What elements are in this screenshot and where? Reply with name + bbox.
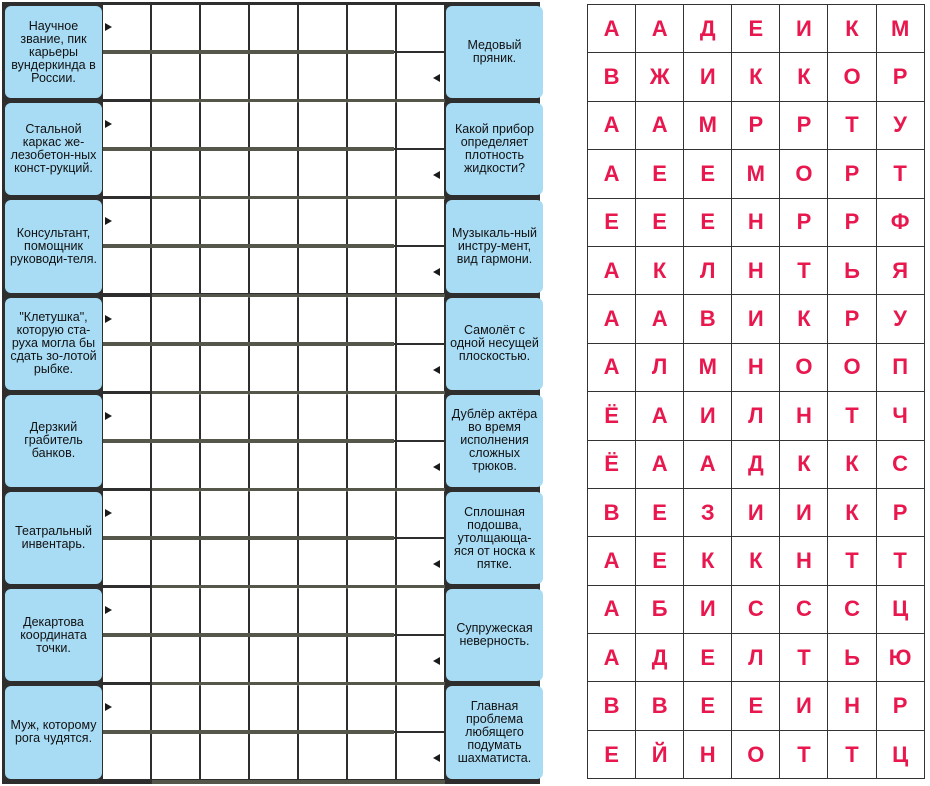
- crossword-cell[interactable]: [201, 5, 248, 51]
- letter-cell[interactable]: М: [732, 150, 780, 198]
- letter-cell[interactable]: О: [828, 343, 876, 391]
- letter-cell[interactable]: Е: [636, 488, 684, 536]
- crossword-cell[interactable]: [348, 150, 395, 196]
- crossword-cell[interactable]: [201, 685, 248, 731]
- word-separator-bar: [103, 50, 394, 54]
- clue-left: Муж, которому рога чудятся.: [5, 686, 102, 778]
- letter-cell[interactable]: У: [876, 295, 924, 343]
- crossword-cell[interactable]: [250, 394, 297, 440]
- arrow-left-icon: [433, 74, 440, 82]
- crossword-cell[interactable]: [250, 53, 297, 99]
- crossword-cell[interactable]: [201, 150, 248, 196]
- crossword-cell[interactable]: [103, 247, 150, 293]
- letter-cell[interactable]: Й: [636, 730, 684, 778]
- crossword-cell[interactable]: [299, 53, 346, 99]
- letter-cell[interactable]: Л: [732, 392, 780, 440]
- arrow-right-icon: [105, 23, 112, 31]
- letter-grid-row: [588, 295, 925, 343]
- crossword-cell[interactable]: [348, 297, 395, 343]
- crossword-cell[interactable]: [348, 588, 395, 634]
- letter-cell[interactable]: А: [636, 295, 684, 343]
- letter-cell[interactable]: Р: [876, 53, 924, 101]
- letter-cell[interactable]: Т: [828, 392, 876, 440]
- letter-cell[interactable]: А: [636, 440, 684, 488]
- letter-cell[interactable]: Н: [732, 198, 780, 246]
- letter-cell[interactable]: Р: [828, 295, 876, 343]
- crossword-cell[interactable]: [250, 150, 297, 196]
- letter-cell[interactable]: Н: [780, 537, 828, 585]
- letter-cell[interactable]: С: [780, 585, 828, 633]
- crossword-cell[interactable]: [201, 636, 248, 682]
- letter-cell[interactable]: К: [732, 53, 780, 101]
- arrow-left-icon: [433, 268, 440, 276]
- letter-cell[interactable]: В: [636, 682, 684, 730]
- crossword-cell[interactable]: [299, 636, 346, 682]
- crossword-cell[interactable]: [201, 442, 248, 488]
- crossword-cell[interactable]: [152, 394, 199, 440]
- letter-cell[interactable]: И: [780, 5, 828, 53]
- arrow-right-icon: [105, 509, 112, 517]
- letter-cell[interactable]: Р: [876, 682, 924, 730]
- letter-grid-row: [588, 634, 925, 682]
- crossword-cell[interactable]: [397, 685, 444, 731]
- letter-grid-row: [588, 682, 925, 730]
- letter-cell[interactable]: О: [780, 343, 828, 391]
- arrow-left-icon: [433, 560, 440, 568]
- letter-cell[interactable]: Ь: [828, 246, 876, 294]
- letter-cell[interactable]: Ю: [876, 634, 924, 682]
- letter-cell[interactable]: О: [828, 53, 876, 101]
- crossword-cell[interactable]: [299, 394, 346, 440]
- crossword-cell[interactable]: [299, 588, 346, 634]
- crossword-cell[interactable]: [250, 297, 297, 343]
- letter-cell[interactable]: Ц: [876, 585, 924, 633]
- crossword-cell[interactable]: [299, 150, 346, 196]
- crossword-cell[interactable]: [103, 53, 150, 99]
- crossword-cell[interactable]: [201, 345, 248, 391]
- letter-cell[interactable]: А: [588, 537, 636, 585]
- letter-cell[interactable]: К: [828, 488, 876, 536]
- letter-cell[interactable]: И: [684, 53, 732, 101]
- crossword-cell[interactable]: [299, 733, 346, 779]
- crossword-cell[interactable]: [201, 247, 248, 293]
- crossword-cell[interactable]: [103, 442, 150, 488]
- crossword-cell[interactable]: [152, 297, 199, 343]
- clue-right: Сплошная подошва, утолщающа-яся от носка к пятке.: [446, 492, 543, 584]
- letter-cell[interactable]: Т: [828, 730, 876, 778]
- crossword-cell[interactable]: [348, 636, 395, 682]
- letter-cell[interactable]: М: [684, 343, 732, 391]
- letter-cell[interactable]: С: [828, 585, 876, 633]
- letter-cell[interactable]: Ё: [588, 440, 636, 488]
- letter-cell[interactable]: И: [780, 488, 828, 536]
- crossword-cell[interactable]: [250, 247, 297, 293]
- letter-grid-row: [588, 440, 925, 488]
- clue-right: Дублёр актёра во время исполнения сложных трюков.: [446, 395, 543, 487]
- letter-cell[interactable]: Е: [588, 730, 636, 778]
- crossword-cell[interactable]: [103, 539, 150, 585]
- crossword-cell[interactable]: [152, 733, 199, 779]
- clue-left: Театральный инвентарь.: [5, 492, 102, 584]
- letter-cell[interactable]: Н: [684, 730, 732, 778]
- clue-left: Дерзкий грабитель банков.: [5, 395, 102, 487]
- crossword-cell[interactable]: [299, 247, 346, 293]
- letter-cell[interactable]: Н: [732, 343, 780, 391]
- letter-cell[interactable]: Б: [636, 585, 684, 633]
- crossword-cell[interactable]: [152, 102, 199, 148]
- crossword-cell[interactable]: [152, 247, 199, 293]
- crossword-cell[interactable]: [299, 442, 346, 488]
- clue-right: Супружеская неверность.: [446, 589, 543, 681]
- letter-cell[interactable]: Л: [732, 634, 780, 682]
- word-separator-bar: [103, 147, 394, 151]
- letter-cell[interactable]: М: [684, 101, 732, 149]
- letter-cell[interactable]: З: [684, 488, 732, 536]
- clue-left: Декартова координата точки.: [5, 589, 102, 681]
- letter-cell[interactable]: Ж: [636, 53, 684, 101]
- crossword-cell[interactable]: [103, 345, 150, 391]
- word-separator-bar: [152, 780, 445, 784]
- crossword-cell[interactable]: [299, 5, 346, 51]
- crossword-cell[interactable]: [250, 491, 297, 537]
- crossword-cell[interactable]: [348, 5, 395, 51]
- letter-cell[interactable]: А: [636, 5, 684, 53]
- crossword-cell[interactable]: [348, 733, 395, 779]
- letter-cell[interactable]: В: [588, 488, 636, 536]
- letter-cell[interactable]: П: [876, 343, 924, 391]
- crossword-cell[interactable]: [201, 491, 248, 537]
- letter-cell[interactable]: А: [588, 634, 636, 682]
- crossword-cell[interactable]: [152, 345, 199, 391]
- crossword-cell[interactable]: [152, 588, 199, 634]
- letter-cell[interactable]: Н: [732, 246, 780, 294]
- crossword-cell[interactable]: [348, 394, 395, 440]
- clue-right: Какой прибор определяет плотность жидкости?: [446, 103, 543, 195]
- letter-grid-row: [588, 5, 925, 53]
- clue-right: Музыкаль-ный инстру-мент, вид гармони.: [446, 200, 543, 292]
- arrow-right-icon: [105, 412, 112, 420]
- letter-grid-row: [588, 585, 925, 633]
- crossword-cell[interactable]: [152, 199, 199, 245]
- letter-cell[interactable]: Я: [876, 246, 924, 294]
- crossword-cell[interactable]: [397, 297, 444, 343]
- letter-cell[interactable]: А: [588, 150, 636, 198]
- arrow-right-icon: [105, 217, 112, 225]
- letter-cell[interactable]: Ч: [876, 392, 924, 440]
- crossword-cell[interactable]: [348, 491, 395, 537]
- crossword-cell[interactable]: [397, 199, 444, 245]
- letter-cell[interactable]: Д: [732, 440, 780, 488]
- arrow-left-icon: [433, 366, 440, 374]
- crossword-cell[interactable]: [348, 539, 395, 585]
- word-separator-bar: [103, 244, 394, 248]
- crossword-cell[interactable]: [397, 102, 444, 148]
- crossword-cell[interactable]: [299, 685, 346, 731]
- letter-cell[interactable]: О: [732, 730, 780, 778]
- crossword-grid: [2, 2, 540, 784]
- letter-grid-row: [588, 150, 925, 198]
- letter-cell[interactable]: Е: [636, 198, 684, 246]
- crossword-cell[interactable]: [348, 247, 395, 293]
- arrow-left-icon: [433, 463, 440, 471]
- letter-cell[interactable]: Е: [684, 634, 732, 682]
- letter-cell[interactable]: Т: [780, 730, 828, 778]
- letter-cell[interactable]: Т: [876, 537, 924, 585]
- arrow-right-icon: [105, 606, 112, 614]
- crossword-cell[interactable]: [397, 588, 444, 634]
- letter-cell[interactable]: К: [732, 537, 780, 585]
- letter-cell[interactable]: Н: [828, 682, 876, 730]
- letter-cell[interactable]: К: [684, 537, 732, 585]
- letter-cell[interactable]: Р: [828, 198, 876, 246]
- letter-cell[interactable]: И: [684, 392, 732, 440]
- crossword-cell[interactable]: [250, 733, 297, 779]
- letter-grid-row: [588, 101, 925, 149]
- letter-cell[interactable]: В: [588, 682, 636, 730]
- crossword-cell[interactable]: [152, 442, 199, 488]
- crossword-cell[interactable]: [250, 685, 297, 731]
- crossword-cell[interactable]: [348, 685, 395, 731]
- letter-cell[interactable]: К: [780, 440, 828, 488]
- letter-cell[interactable]: У: [876, 101, 924, 149]
- word-separator-bar: [103, 439, 394, 443]
- crossword-cell[interactable]: [103, 636, 150, 682]
- crossword-cell[interactable]: [299, 345, 346, 391]
- crossword-cell[interactable]: [250, 199, 297, 245]
- arrow-left-icon: [433, 171, 440, 179]
- letter-cell[interactable]: А: [588, 246, 636, 294]
- letter-cell[interactable]: Ь: [828, 634, 876, 682]
- crossword-cell[interactable]: [152, 636, 199, 682]
- crossword-cell[interactable]: [152, 685, 199, 731]
- clue-right: Главная проблема любящего подумать шахматиста.: [446, 686, 543, 778]
- letter-cell[interactable]: Л: [636, 343, 684, 391]
- crossword-cell[interactable]: [348, 345, 395, 391]
- arrow-right-icon: [105, 703, 112, 711]
- crossword-cell[interactable]: [201, 394, 248, 440]
- crossword-cell[interactable]: [397, 491, 444, 537]
- word-separator-bar: [103, 633, 394, 637]
- letter-cell[interactable]: И: [780, 682, 828, 730]
- crossword-cell[interactable]: [348, 53, 395, 99]
- word-separator-bar: [103, 342, 394, 346]
- arrow-right-icon: [105, 120, 112, 128]
- letter-grid-row: [588, 488, 925, 536]
- letter-cell[interactable]: А: [684, 440, 732, 488]
- crossword-cell[interactable]: [250, 345, 297, 391]
- letter-cell[interactable]: А: [588, 101, 636, 149]
- crossword-cell[interactable]: [201, 733, 248, 779]
- letter-grid-row: [588, 343, 925, 391]
- crossword-cell[interactable]: [348, 199, 395, 245]
- crossword-cell[interactable]: [348, 102, 395, 148]
- letter-cell[interactable]: К: [828, 5, 876, 53]
- letter-cell[interactable]: С: [732, 585, 780, 633]
- letter-cell[interactable]: И: [732, 295, 780, 343]
- crossword-cell[interactable]: [250, 5, 297, 51]
- letter-cell[interactable]: Р: [780, 101, 828, 149]
- letter-cell[interactable]: А: [588, 5, 636, 53]
- letter-cell[interactable]: Л: [684, 246, 732, 294]
- letter-cell[interactable]: Е: [636, 537, 684, 585]
- letter-cell[interactable]: А: [636, 101, 684, 149]
- clue-left: Консультант, помощник руководи-теля.: [5, 200, 102, 292]
- letter-cell[interactable]: Т: [780, 634, 828, 682]
- letter-cell[interactable]: Ф: [876, 198, 924, 246]
- letter-grid-row: [588, 246, 925, 294]
- crossword-cell[interactable]: [152, 150, 199, 196]
- letter-grid: [587, 4, 925, 779]
- letter-cell[interactable]: А: [588, 585, 636, 633]
- crossword-cell[interactable]: [250, 442, 297, 488]
- crossword-cell[interactable]: [152, 5, 199, 51]
- letter-cell[interactable]: К: [828, 440, 876, 488]
- letter-cell[interactable]: Д: [684, 5, 732, 53]
- crossword-cell[interactable]: [201, 53, 248, 99]
- letter-grid-row: [588, 53, 925, 101]
- letter-grid-row: [588, 198, 925, 246]
- arrow-left-icon: [433, 657, 440, 665]
- letter-cell[interactable]: Е: [732, 682, 780, 730]
- letter-cell[interactable]: Е: [684, 198, 732, 246]
- letter-cell[interactable]: Е: [636, 150, 684, 198]
- letter-cell[interactable]: Н: [780, 392, 828, 440]
- letter-cell[interactable]: К: [780, 53, 828, 101]
- word-separator-bar: [103, 730, 394, 734]
- letter-cell[interactable]: М: [876, 5, 924, 53]
- crossword-cell[interactable]: [250, 636, 297, 682]
- letter-cell[interactable]: Ц: [876, 730, 924, 778]
- crossword-cell[interactable]: [152, 491, 199, 537]
- crossword-cell[interactable]: [299, 199, 346, 245]
- letter-cell[interactable]: Д: [636, 634, 684, 682]
- letter-grid-row: [588, 392, 925, 440]
- crossword-cell[interactable]: [103, 733, 150, 779]
- letter-cell[interactable]: Р: [732, 101, 780, 149]
- word-separator-bar: [103, 536, 394, 540]
- letter-cell[interactable]: Р: [828, 150, 876, 198]
- crossword-cell[interactable]: [152, 53, 199, 99]
- letter-cell[interactable]: А: [588, 295, 636, 343]
- letter-cell[interactable]: Т: [876, 150, 924, 198]
- letter-cell[interactable]: И: [732, 488, 780, 536]
- letter-cell[interactable]: И: [684, 585, 732, 633]
- letter-cell[interactable]: В: [588, 53, 636, 101]
- clue-left: Научное звание, пик карьеры вундеркинда в России.: [5, 6, 102, 98]
- crossword-cell[interactable]: [250, 588, 297, 634]
- crossword-cell[interactable]: [299, 539, 346, 585]
- letter-cell[interactable]: Е: [588, 198, 636, 246]
- crossword-cell[interactable]: [201, 539, 248, 585]
- letter-cell[interactable]: Ё: [588, 392, 636, 440]
- letter-cell[interactable]: Е: [684, 150, 732, 198]
- letter-cell[interactable]: С: [876, 440, 924, 488]
- clue-left: "Клетушка", которую ста-руха могла бы сдать зо-лотой рыбке.: [5, 298, 102, 390]
- crossword-cell[interactable]: [397, 5, 444, 51]
- letter-cell[interactable]: Е: [732, 5, 780, 53]
- crossword-cell[interactable]: [299, 102, 346, 148]
- clue-left: Стальной каркас же-лезобетон-ных конст-рукций.: [5, 103, 102, 195]
- letter-grid-row: [588, 537, 925, 585]
- letter-cell[interactable]: Е: [684, 682, 732, 730]
- crossword-cell[interactable]: [201, 199, 248, 245]
- crossword-cell[interactable]: [201, 588, 248, 634]
- crossword-cell[interactable]: [299, 297, 346, 343]
- crossword-cell[interactable]: [250, 102, 297, 148]
- letter-cell[interactable]: А: [636, 392, 684, 440]
- crossword-cell[interactable]: [201, 102, 248, 148]
- clue-right: Медовый пряник.: [446, 6, 543, 98]
- clue-right: Самолёт с одной несущей плоскостью.: [446, 298, 543, 390]
- letter-cell[interactable]: К: [780, 295, 828, 343]
- letter-cell[interactable]: Т: [828, 537, 876, 585]
- arrow-left-icon: [433, 754, 440, 762]
- crossword-cell[interactable]: [152, 539, 199, 585]
- letter-grid-row: [588, 730, 925, 778]
- crossword-cell[interactable]: [201, 297, 248, 343]
- letter-cell[interactable]: В: [684, 295, 732, 343]
- crossword-cell[interactable]: [348, 442, 395, 488]
- letter-cell[interactable]: А: [588, 343, 636, 391]
- crossword-cell[interactable]: [397, 394, 444, 440]
- crossword-cell[interactable]: [250, 539, 297, 585]
- letter-cell[interactable]: Т: [780, 246, 828, 294]
- crossword-cell[interactable]: [103, 150, 150, 196]
- letter-cell[interactable]: К: [636, 246, 684, 294]
- crossword-cell[interactable]: [299, 491, 346, 537]
- letter-cell[interactable]: О: [780, 150, 828, 198]
- arrow-right-icon: [105, 315, 112, 323]
- letter-cell[interactable]: Р: [876, 488, 924, 536]
- letter-cell[interactable]: Р: [780, 198, 828, 246]
- letter-cell[interactable]: Т: [828, 101, 876, 149]
